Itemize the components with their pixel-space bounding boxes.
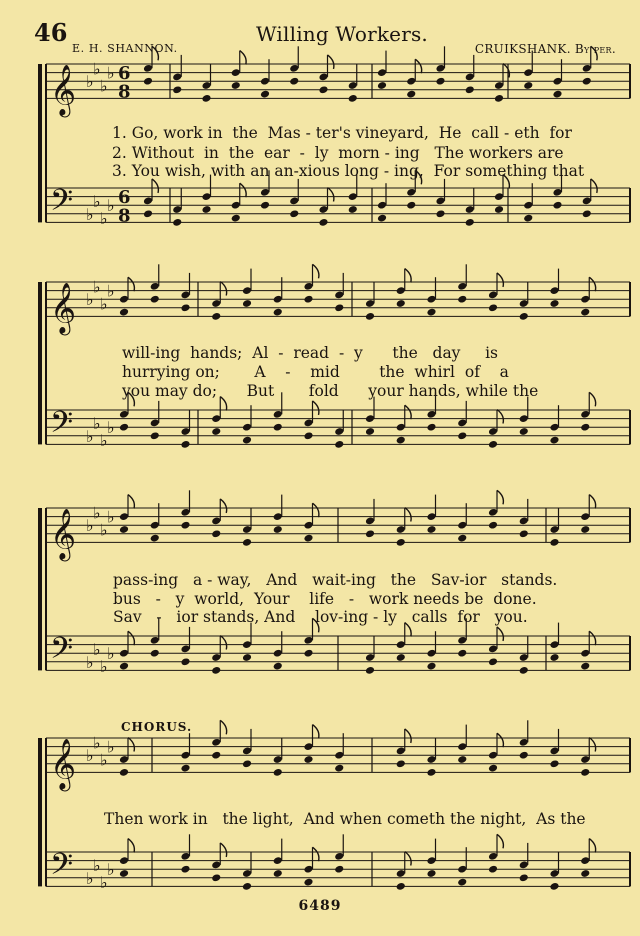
notehead (180, 303, 190, 312)
note-flag (240, 183, 246, 197)
note-flag (220, 720, 226, 734)
notehead (488, 657, 498, 666)
notehead (180, 657, 190, 666)
lyric-line: 1. Go, work in the Mas - ter's vineyard, He call - eth for (112, 124, 572, 142)
notehead (365, 529, 375, 538)
note-flag (497, 273, 503, 287)
chorus-label: CHORUS. (121, 720, 193, 734)
note-flag (128, 277, 134, 291)
notehead (488, 303, 498, 312)
notehead (488, 764, 498, 773)
notehead (457, 534, 467, 543)
notehead (549, 759, 559, 768)
composer-credit: CRUIKSHANK. By per. (474, 42, 616, 56)
treble-clef: 𝄞 (50, 282, 77, 334)
flat-sign: ♭ (86, 652, 94, 672)
flat-sign: ♭ (86, 746, 94, 766)
treble-clef: 𝄞 (50, 738, 77, 790)
flat-sign: ♭ (93, 503, 101, 523)
notehead (396, 759, 406, 768)
flat-sign: ♭ (86, 72, 94, 92)
notehead (231, 81, 241, 90)
notehead (201, 94, 211, 103)
notehead (119, 525, 129, 534)
flat-sign: ♭ (107, 860, 115, 880)
note-flag (313, 725, 319, 739)
note-flag (589, 839, 595, 853)
notehead (143, 209, 153, 218)
notehead (435, 209, 445, 218)
flat-sign: ♭ (93, 191, 101, 211)
note-flag (313, 847, 319, 861)
notehead (580, 525, 590, 534)
note-flag (589, 495, 595, 509)
bass-clef: 𝄢 (50, 405, 74, 447)
notehead (488, 440, 498, 449)
system-bracket (38, 738, 42, 886)
lyric-line: you may do; But fold your hands, while the (122, 382, 539, 400)
lyric-line: 2. Without in the ear - ly morn - ing The workers are (112, 144, 564, 162)
flat-sign: ♭ (107, 281, 115, 301)
notehead (396, 653, 406, 662)
note-flag (128, 839, 134, 853)
flat-sign: ♭ (100, 657, 108, 677)
flat-sign: ♭ (100, 431, 108, 451)
notehead (211, 529, 221, 538)
notehead (582, 209, 592, 218)
flat-sign: ♭ (107, 418, 115, 438)
notehead (396, 882, 406, 891)
note-flag (591, 179, 597, 193)
notehead (465, 218, 475, 227)
note-flag (220, 282, 226, 296)
system-bracket (38, 282, 42, 444)
notehead (273, 308, 283, 317)
note-flag (497, 834, 503, 848)
note-flag (328, 55, 334, 69)
bass-clef: 𝄢 (50, 847, 74, 889)
flat-sign: ♭ (93, 733, 101, 753)
note-flag (405, 269, 411, 283)
flat-sign: ♭ (100, 520, 108, 540)
notehead (549, 299, 559, 308)
notehead (150, 295, 160, 304)
notehead (273, 423, 283, 432)
notehead (273, 768, 283, 777)
notehead (211, 873, 221, 882)
flat-sign: ♭ (93, 639, 101, 659)
notehead (180, 764, 190, 773)
notehead (426, 768, 436, 777)
flat-sign: ♭ (107, 507, 115, 527)
notehead (519, 427, 529, 436)
treble-clef: 𝄞 (50, 508, 77, 560)
note-flag (313, 401, 319, 415)
notehead (260, 201, 270, 210)
notehead (334, 865, 344, 874)
note-flag (313, 264, 319, 278)
flat-sign: ♭ (86, 516, 94, 536)
note-flag (220, 499, 226, 513)
notehead (143, 77, 153, 86)
flat-sign: ♭ (93, 59, 101, 79)
system-bracket (38, 64, 42, 222)
note-flag (152, 179, 158, 193)
notehead (549, 653, 559, 662)
plate-number: 6489 (298, 898, 342, 914)
flat-sign: ♭ (107, 63, 115, 83)
notehead (365, 427, 375, 436)
notehead (119, 308, 129, 317)
notehead (365, 312, 375, 321)
page-number: 46 (34, 18, 68, 47)
note-flag (220, 636, 226, 650)
lyric-line: 3. You wish, with an an-xious long - ing, For something that (112, 162, 585, 180)
notehead (582, 77, 592, 86)
notehead (242, 653, 252, 662)
notehead (150, 649, 160, 658)
notehead (523, 81, 533, 90)
notehead (273, 662, 283, 671)
notehead (119, 869, 129, 878)
notehead (303, 295, 313, 304)
flat-sign: ♭ (93, 413, 101, 433)
notehead (242, 882, 252, 891)
notehead (457, 878, 467, 887)
notehead (426, 308, 436, 317)
system-bracket (38, 508, 42, 670)
lyric-line: pass-ing a - way, And wait-ing the Sav-ior stands. (113, 571, 558, 589)
notehead (494, 94, 504, 103)
notehead (406, 90, 416, 99)
note-flag (128, 738, 134, 752)
notehead (150, 534, 160, 543)
flat-sign: ♭ (107, 644, 115, 664)
note-flag (589, 631, 595, 645)
notehead (289, 77, 299, 86)
note-flag (152, 46, 158, 60)
notehead (242, 759, 252, 768)
notehead (519, 312, 529, 321)
flat-sign: ♭ (86, 290, 94, 310)
notehead (494, 205, 504, 214)
notehead (211, 751, 221, 760)
bass-clef: 𝄢 (50, 183, 74, 225)
lyricist-credit: E. H. SHANNON. (72, 42, 178, 55)
notehead (552, 201, 562, 210)
notehead (457, 755, 467, 764)
notehead (242, 299, 252, 308)
notehead (211, 666, 221, 675)
note-flag (405, 729, 411, 743)
flat-sign: ♭ (100, 76, 108, 96)
notehead (580, 768, 590, 777)
notehead (273, 869, 283, 878)
notehead (519, 666, 529, 675)
notehead (523, 214, 533, 223)
notehead (180, 440, 190, 449)
note-flag (220, 843, 226, 857)
note-flag (589, 738, 595, 752)
notehead (318, 218, 328, 227)
notehead (457, 431, 467, 440)
notehead (242, 538, 252, 547)
notehead (365, 666, 375, 675)
notehead (303, 534, 313, 543)
note-flag (405, 852, 411, 866)
notehead (211, 427, 221, 436)
notehead (580, 662, 590, 671)
flat-sign: ♭ (107, 196, 115, 216)
note-flag (589, 277, 595, 291)
flat-sign: ♭ (100, 209, 108, 229)
notehead (150, 431, 160, 440)
notehead (172, 218, 182, 227)
note-flag (128, 631, 134, 645)
notehead (519, 529, 529, 538)
notehead (318, 85, 328, 94)
notehead (465, 85, 475, 94)
note-flag (497, 627, 503, 641)
notehead (303, 431, 313, 440)
note-flag (497, 490, 503, 504)
note-flag (405, 508, 411, 522)
notehead (426, 869, 436, 878)
notehead (580, 869, 590, 878)
notehead (303, 649, 313, 658)
notehead (396, 436, 406, 445)
notehead (549, 436, 559, 445)
notehead (348, 205, 358, 214)
time-signature-denominator: 8 (118, 205, 131, 227)
notehead (426, 662, 436, 671)
flat-sign: ♭ (100, 750, 108, 770)
notehead (231, 214, 241, 223)
notehead (396, 538, 406, 547)
notehead (580, 423, 590, 432)
flat-sign: ♭ (100, 294, 108, 314)
flat-sign: ♭ (93, 277, 101, 297)
notehead (549, 882, 559, 891)
note-flag (589, 392, 595, 406)
notehead (119, 768, 129, 777)
notehead (580, 308, 590, 317)
note-flag (128, 495, 134, 509)
notehead (303, 755, 313, 764)
note-flag (497, 733, 503, 747)
note-flag (497, 410, 503, 424)
lyric-line: will-ing hands; Al - read - y the day is (122, 344, 498, 362)
flat-sign: ♭ (86, 868, 94, 888)
bass-clef: 𝄢 (50, 631, 74, 673)
flat-sign: ♭ (86, 204, 94, 224)
note-flag (240, 51, 246, 65)
notehead (334, 303, 344, 312)
notehead (426, 525, 436, 534)
notehead (406, 201, 416, 210)
note-flag (405, 405, 411, 419)
notehead (201, 205, 211, 214)
lyric-line: Then work in the light, And when cometh the night, As the (104, 810, 586, 828)
time-signature-numerator: 6 (118, 63, 131, 85)
notehead (552, 90, 562, 99)
treble-clef: 𝄞 (50, 64, 77, 116)
lyric-line: bus - y world, Your life - work needs be done. (113, 590, 537, 608)
notehead (457, 649, 467, 658)
notehead (334, 764, 344, 773)
lyric-line: hurrying on; A - mid the whirl of a (122, 363, 509, 381)
notehead (172, 85, 182, 94)
notehead (435, 77, 445, 86)
notehead (180, 865, 190, 874)
notehead (377, 214, 387, 223)
note-flag (415, 59, 421, 73)
notehead (377, 81, 387, 90)
hymn-title: Willing Workers. (256, 22, 428, 46)
notehead (211, 312, 221, 321)
time-signature-denominator: 8 (118, 81, 131, 103)
note-flag (328, 188, 334, 202)
flat-sign: ♭ (100, 873, 108, 893)
notehead (180, 521, 190, 530)
notehead (519, 873, 529, 882)
notehead (348, 94, 358, 103)
notehead (303, 878, 313, 887)
notehead (242, 436, 252, 445)
flat-sign: ♭ (93, 855, 101, 875)
flat-sign: ♭ (86, 426, 94, 446)
notehead (488, 865, 498, 874)
notehead (426, 423, 436, 432)
notehead (396, 299, 406, 308)
note-flag (591, 46, 597, 60)
lyric-line: Sav - ior stands, And lov-ing - ly calls for you. (113, 608, 528, 626)
flat-sign: ♭ (107, 737, 115, 757)
notehead (549, 538, 559, 547)
notehead (488, 521, 498, 530)
note-flag (313, 503, 319, 517)
notehead (519, 751, 529, 760)
time-signature-numerator: 6 (118, 187, 131, 209)
notehead (334, 440, 344, 449)
notehead (119, 662, 129, 671)
notehead (260, 90, 270, 99)
notehead (273, 525, 283, 534)
notehead (289, 209, 299, 218)
notehead (119, 423, 129, 432)
notehead (457, 295, 467, 304)
